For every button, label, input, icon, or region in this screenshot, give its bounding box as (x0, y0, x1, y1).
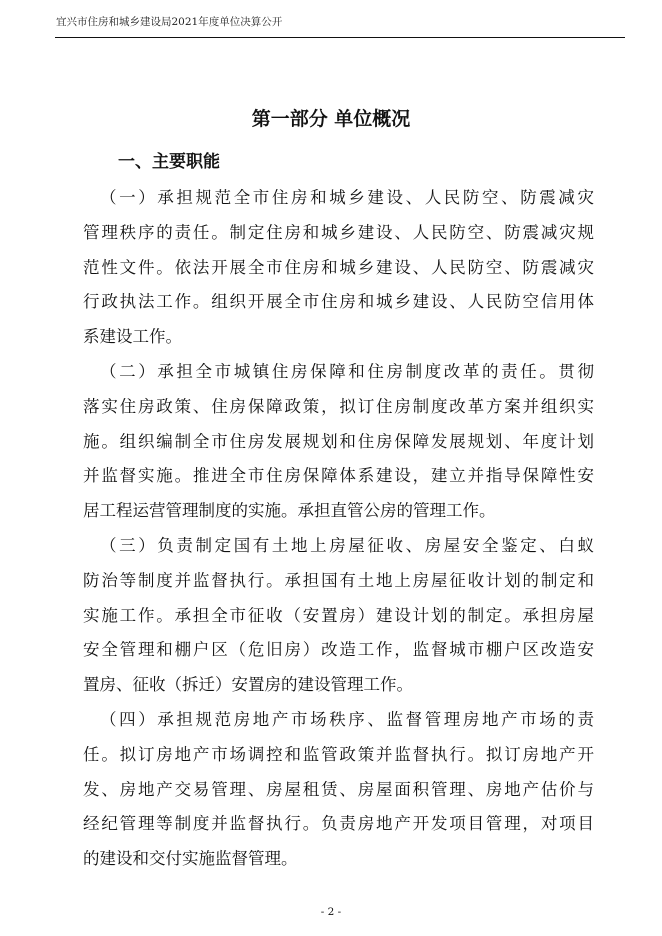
paragraph-line: 管理秩序的责任。制定住房和城乡建设、人民防空、防震减灾规 (83, 222, 594, 242)
paragraph-line: （一）承担规范全市住房和城乡建设、人民防空、防震减灾 (100, 188, 594, 207)
header-rule (55, 37, 625, 38)
paragraph (83, 355, 594, 529)
paragraph-line: 居工程运营管理制度的实施。承担直管公房的管理工作。 (83, 501, 496, 521)
paragraph-line: 的建设和交付实施监督管理。 (83, 849, 298, 869)
paragraph-line: 施。组织编制全市住房发展规划和住房保障发展规划、年度计划 (83, 431, 594, 451)
paragraph-line: 并监督实施。推进全市住房保障体系建设，建立并指导保障性安 (83, 466, 594, 486)
paragraph-line: 发、房地产交易管理、房屋租赁、房屋面积管理、房地产估价与 (83, 779, 594, 799)
paragraph-line: （四）承担规范房地产市场秩序、监督管理房地产市场的责 (100, 709, 594, 729)
paragraph-line: 落实住房政策、住房保障政策，拟订住房制度改革方案并组织实 (83, 396, 594, 416)
document-body (83, 181, 594, 877)
paragraph-line: 行政执法工作。组织开展全市住房和城乡建设、人民防空信用体 (83, 292, 594, 312)
page-title: 第一部分 单位概况 (251, 108, 411, 130)
paragraph-line: （三）负责制定国有土地上房屋征收、房屋安全鉴定、白蚁 (100, 535, 594, 555)
paragraph-line: （二）承担全市城镇住房保障和住房制度改革的责任。贯彻 (100, 361, 594, 381)
running-header: 宜兴市住房和城乡建设局2021年度单位决算公开 (56, 16, 283, 28)
paragraph-line: 置房、征收（拆迁）安置房的建设管理工作。 (83, 675, 413, 695)
paragraph-line: 系建设工作。 (83, 327, 182, 347)
page-number: - 2 - (320, 906, 342, 918)
paragraph-line: 防治等制度并监督执行。承担国有土地上房屋征收计划的制定和 (83, 570, 594, 590)
paragraph-line: 范性文件。依法开展全市住房和城乡建设、人民防空、防震减灾 (83, 257, 594, 277)
paragraph-line: 实施工作。承担全市征收（安置房）建设计划的制定。承担房屋 (83, 605, 594, 625)
paragraph-line: 安全管理和棚户区（危旧房）改造工作，监督城市棚户区改造安 (83, 640, 594, 660)
paragraph (83, 529, 594, 703)
paragraph-line: 经纪管理等制度并监督执行。负责房地产开发项目管理，对项目 (83, 814, 594, 834)
paragraph (83, 703, 594, 877)
paragraph (83, 181, 594, 355)
section-heading: 一、主要职能 (118, 152, 220, 172)
paragraph-line: 任。拟订房地产市场调控和监管政策并监督执行。拟订房地产开 (83, 744, 594, 764)
